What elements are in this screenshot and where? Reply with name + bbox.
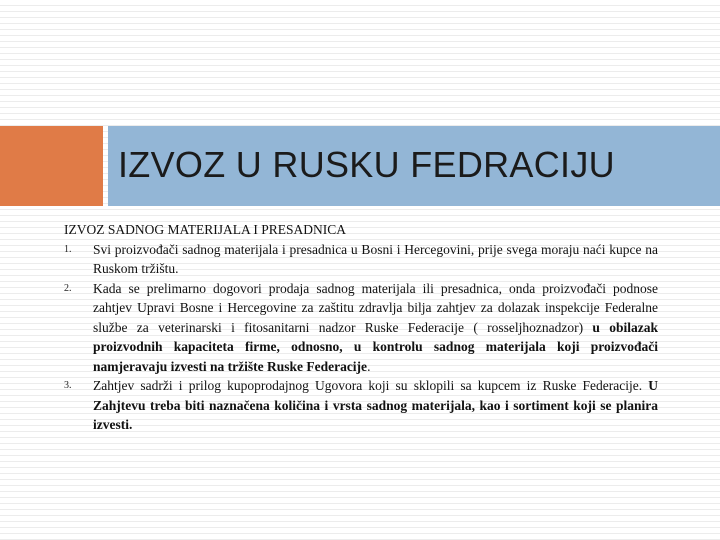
slide-title: IZVOZ U RUSKU FEDRACIJU (118, 144, 615, 185)
list-item-bold-text: u obilazak proizvodnih kapaciteta firme, odnosno, u kontrolu sadnog materijala koji proizvođači namjeravaju izvesti na tržište Ruske Federacije (93, 319, 658, 374)
list-item (64, 376, 658, 435)
section-heading: IZVOZ SADNOG MATERIJALA I PRESADNICA (64, 222, 347, 237)
list-item-bold-text: U Zahjtevu treba biti naznačena količina i vrsta sadnog materijala, kao i sortiment koji se planira izvesti. (93, 378, 658, 432)
list-item (64, 279, 658, 377)
slide-content (64, 220, 658, 435)
numbered-list (64, 240, 658, 435)
list-item-tail: . (367, 358, 371, 374)
list-item-text: Kada se prelimarno dogovori prodaja sadnog materijala ili presadnica, onda proizvođači podnose zahtjev Upravi Bosne i Hercegovine za zaštitu zdravlja bilja zahtjev za dolazak inspekcije Federalne službe za veterinarski i fitosanitarni nadzor Ruske Federacije ( rosseljhoznadzor) (93, 280, 658, 335)
list-item (64, 240, 658, 279)
list-number: 2. (64, 282, 72, 294)
accent-block (0, 126, 103, 206)
title-bar (108, 126, 720, 206)
list-item-text: Svi proizvođači sadnog materijala i presadnica u Bosni i Hercegovini, prije svega moraju naći kupce na Ruskom tržištu. (93, 241, 658, 276)
list-item-text: Zahtjev sadrži i prilog kupoprodajnog Ugovora koji su sklopili sa kupcem iz Ruske Federacije. (93, 378, 649, 393)
list-number: 1. (64, 243, 72, 255)
list-number: 3. (64, 380, 72, 391)
